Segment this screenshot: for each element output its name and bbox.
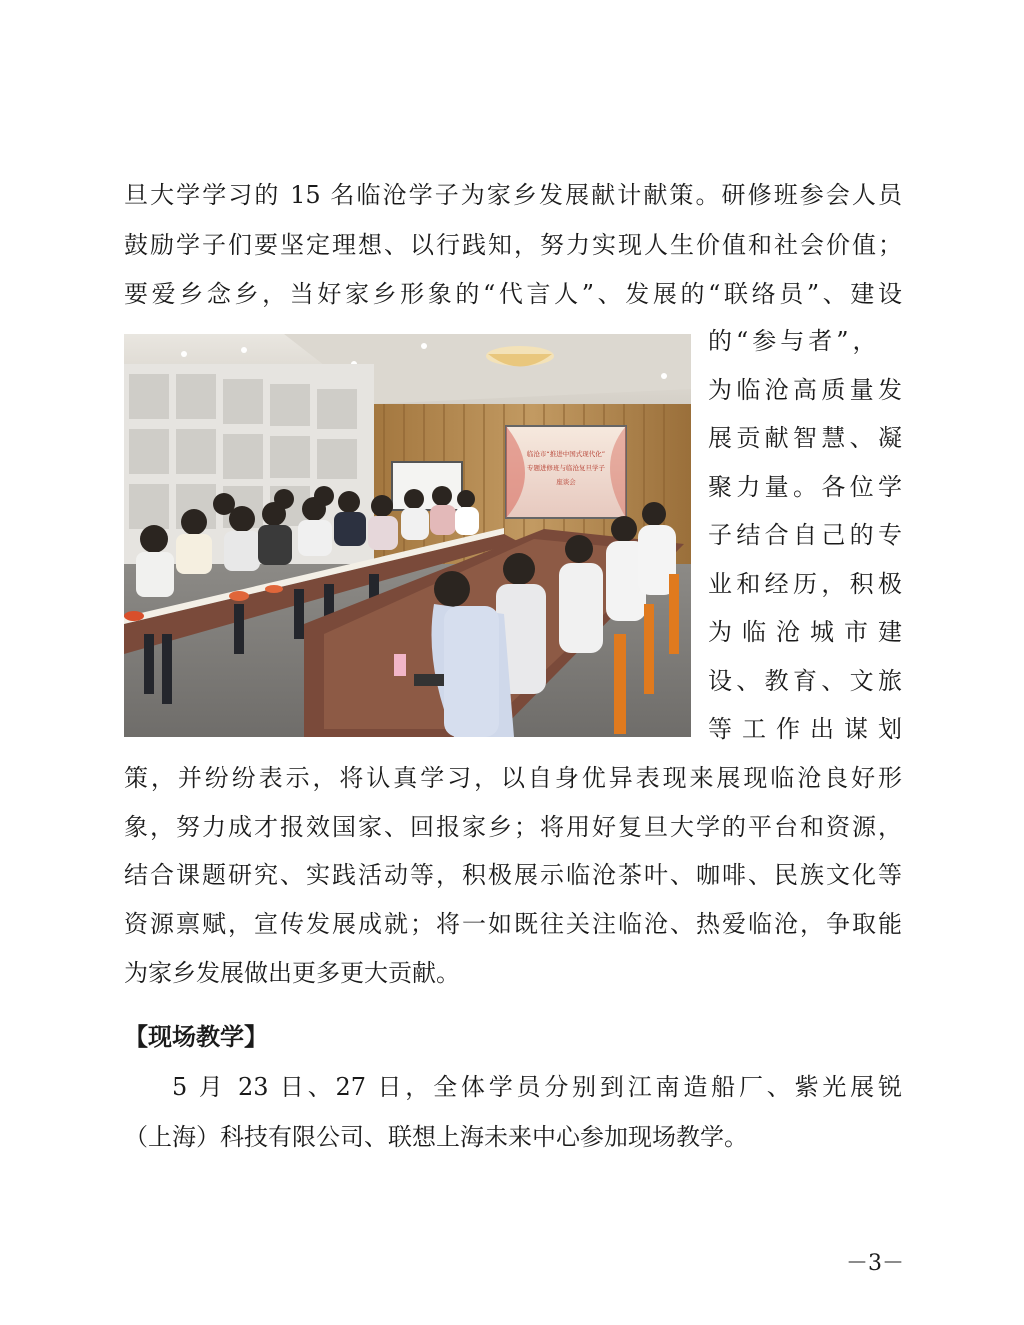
paragraph-line: 象，努力成才报效国家、回报家乡；将用好复旦大学的平台和资源， <box>124 813 902 841</box>
paragraph-line: 要爱乡念乡，当好家乡形象的“代言人”、发展的“联络员”、建设 <box>124 280 902 308</box>
section-line: （上海）科技有限公司、联想上海未来中心参加现场教学。 <box>124 1123 748 1151</box>
side-line: 等工作出谋划 <box>708 715 902 743</box>
side-line: 为临沧高质量发 <box>708 376 902 404</box>
side-line: 的“参与者”， <box>708 327 881 355</box>
side-line: 设、教育、文旅 <box>708 667 902 695</box>
paragraph-line: 资源禀赋，宣传发展成就；将一如既往关注临沧、热爱临沧，争取能 <box>124 910 902 938</box>
paragraph-line: 为家乡发展做出更多更大贡献。 <box>124 959 460 987</box>
side-line: 子结合自己的专 <box>708 521 902 549</box>
page-number: －3－ <box>846 1251 904 1276</box>
side-line: 展贡献智慧、凝 <box>708 424 902 452</box>
screen-title-line: 专题进修班与临沧复旦学子 <box>527 464 605 472</box>
paragraph-line: 结合课题研究、实践活动等，积极展示临沧茶叶、咖啡、民族文化等 <box>124 861 902 889</box>
side-line: 聚力量。各位学 <box>708 473 902 501</box>
section-line: 5 月 23 日、27 日，全体学员分别到江南造船厂、紫光展锐 <box>172 1073 902 1101</box>
meeting-photo <box>124 334 691 737</box>
paragraph-line: 鼓励学子们要坚定理想、以行践知，努力实现人生价值和社会价值； <box>124 231 902 259</box>
paragraph-line: 旦大学学习的 15 名临沧学子为家乡发展献计献策。研修班参会人员 <box>124 181 902 209</box>
side-line: 业和经历，积极 <box>708 570 902 598</box>
section-heading: 【现场教学】 <box>124 1023 268 1051</box>
paragraph-line: 策，并纷纷表示，将认真学习，以自身优异表现来展现临沧良好形 <box>124 764 902 792</box>
screen-title-line: 座谈会 <box>556 478 576 486</box>
screen-title-line: 临沧市“推进中国式现代化” <box>526 450 606 458</box>
side-line: 为临沧城市建 <box>708 618 902 646</box>
